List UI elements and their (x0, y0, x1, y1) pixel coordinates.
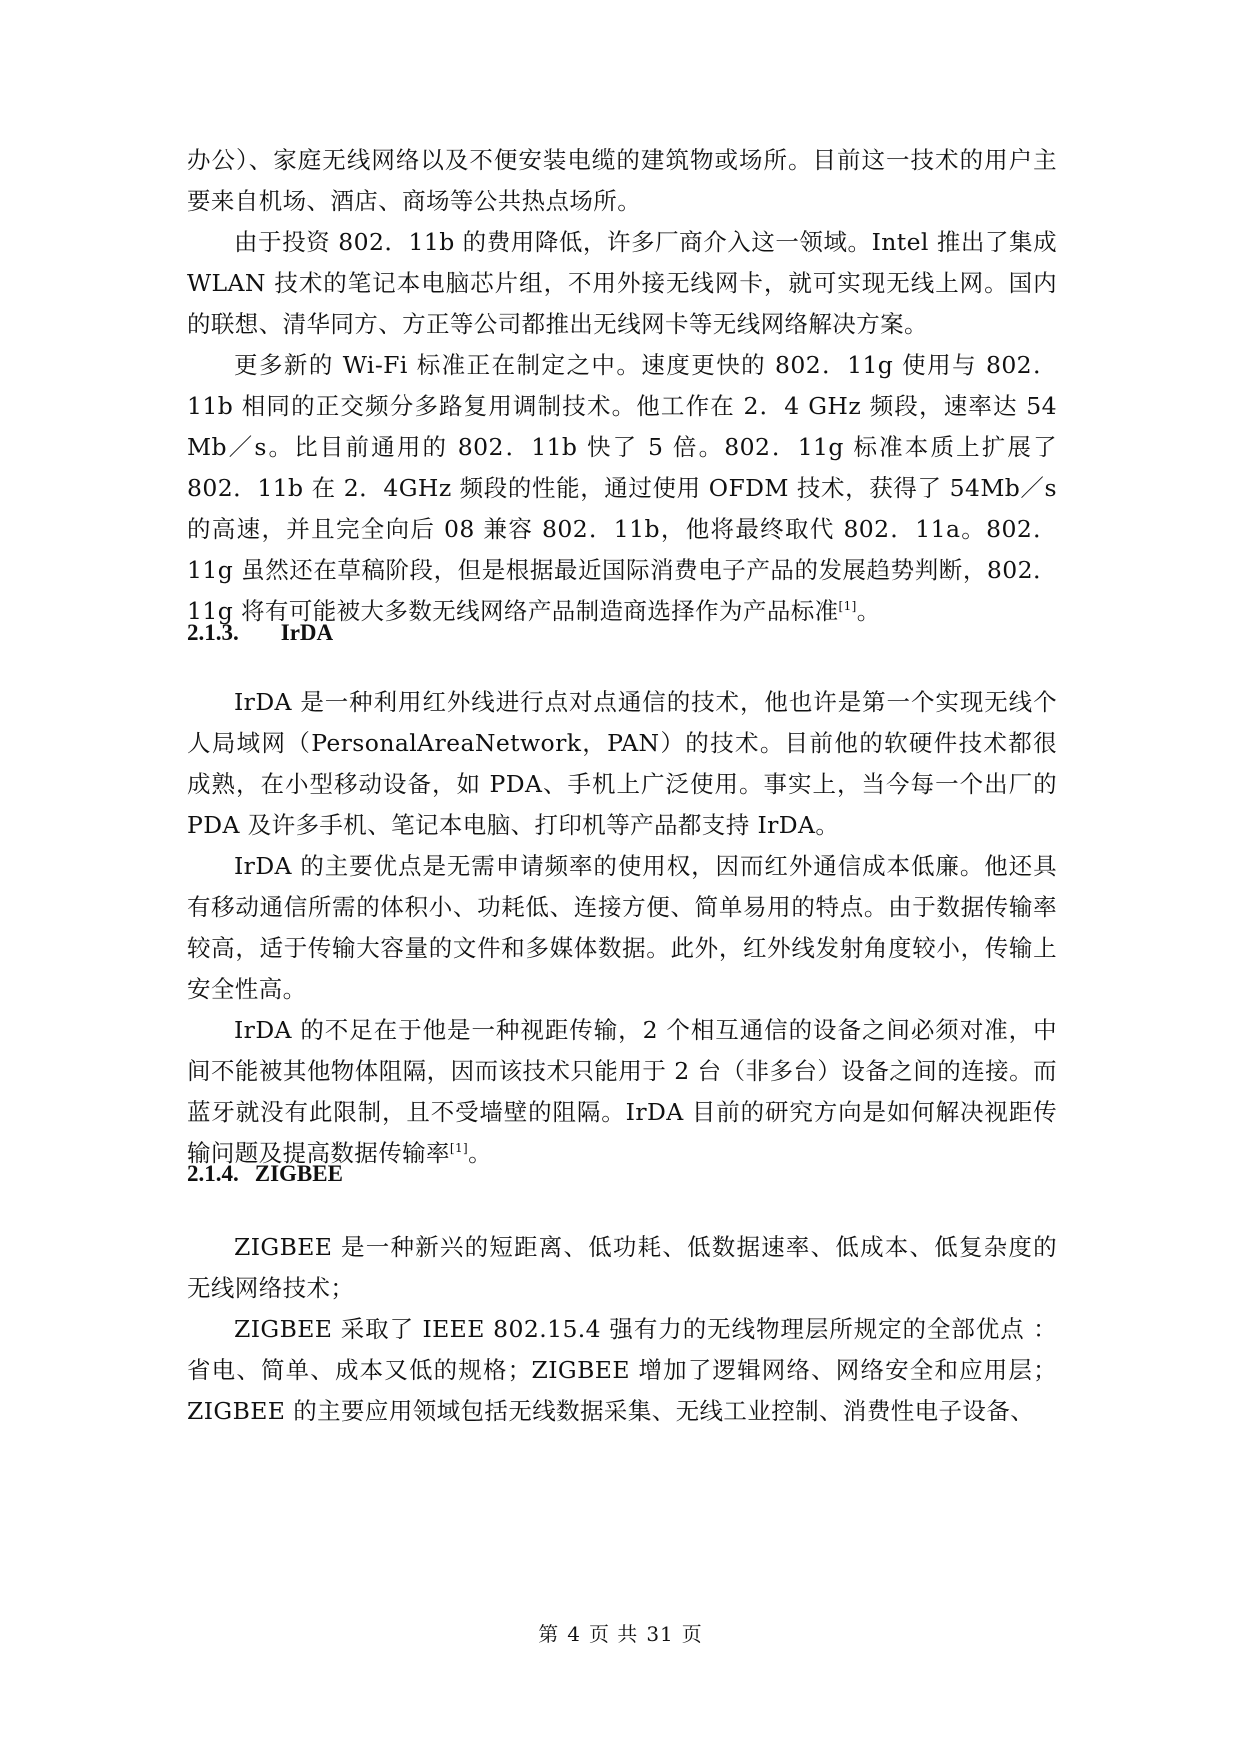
footer-mid: 页 共 (588, 1622, 639, 1646)
paragraph-irda-intro: IrDA 是一种利用红外线进行点对点通信的技术，他也许是第一个实现无线个人局域网（PersonalAreaNetwork，PAN）的技术。目前他的软硬件技术都很成熟，在小型移动设备，如 PDA、手机上广泛使用。事实上，当今每一个出厂的 PDA 及许多手机、笔记本电脑、打印机等产品都支持 IrDA。 (187, 688, 1057, 839)
paragraph-zigbee-features: ZIGBEE 采取了 IEEE 802.15.4 强有力的无线物理层所规定的全部优点 ：省电、简单、成本又低的规格；ZIGBEE 增加了逻辑网络、网络安全和应用层；ZIGBEE 的主要应用领域包括无线数据采集、无线工业控制、消费性电子设备、 (187, 1315, 1057, 1425)
paragraph-80211b-cost: 由于投资 802．11b 的费用降低，许多厂商介入这一领域。Intel 推出了集成 WLAN 技术的笔记本电脑芯片组，不用外接无线网卡，就可实现无线上网。国内的联想、清华同方、方正等公司都推出无线网卡等无线网络解决方案。 (187, 228, 1057, 338)
section-heading-irda (187, 618, 333, 648)
footer-prefix: 第 (538, 1622, 560, 1646)
footer-page-number: 4 (567, 1622, 581, 1646)
paragraph-80211g-text: 更多新的 Wi-Fi 标准正在制定之中。速度更快的 802．11g 使用与 802．11b 相同的正交频分多路复用调制技术。他工作在 2．4 GHz 频段，速率达 54 Mb／s。比目前通用的 802．11b 快了 5 倍。802．11g 标准本质上扩展了 802．11b 在 2．4GHz 频段的性能，通过使用 OFDM 技术，获得了 54Mb／s 的高速，并且完全向后 08 兼容 802．11b，他将最终取代 802．11a。802．11g 虽然还在草稿阶段，但是根据最近国际消费电子产品的发展趋势判断，802．11g 将有可能被大多数无线网络产品制造商选择作为产品标准 (187, 351, 1057, 625)
page-footer (0, 1620, 1241, 1648)
paragraph-irda-advantages: IrDA 的主要优点是无需申请频率的使用权，因而红外通信成本低廉。他还具有移动通信所需的体积小、功耗低、连接方便、简单易用的特点。由于数据传输率较高，适于传输大容量的文件和多媒体数据。此外，红外线发射角度较小，传输上安全性高。 (187, 852, 1057, 1003)
paragraph-end-punct: 。 (856, 597, 881, 625)
paragraph-irda-limitations-text: IrDA 的不足在于他是一种视距传输，2 个相互通信的设备之间必须对准，中间不能被其他物体阻隔，因而该技术只能用于 2 台（非多台）设备之间的连接。而蓝牙就没有此限制，且不受墙壁的阻隔。IrDA 目前的研究方向是如何解决视距传输问题及提高数据传输率 (187, 1016, 1057, 1167)
paragraph-zigbee-intro: ZIGBEE 是一种新兴的短距离、低功耗、低数据速率、低成本、低复杂度的无线网络技术； (187, 1233, 1057, 1302)
paragraph-irda-limitations (187, 1010, 1057, 1174)
paragraph-continuation: 办公）、家庭无线网络以及不便安装电缆的建筑物或场所。目前这一技术的用户主要来自机场、酒店、商场等公共热点场所。 (187, 146, 1057, 215)
section-number: 2.1.3. (187, 620, 239, 645)
section-title: IrDA (280, 620, 334, 645)
section-heading-zigbee (187, 1159, 343, 1189)
intro-text-block (187, 140, 1057, 632)
paragraph-80211g (187, 345, 1057, 632)
irda-text-block (187, 682, 1057, 1174)
section-title: ZIGBEE (254, 1161, 343, 1186)
citation-marker: [1] (838, 599, 857, 614)
section-number: 2.1.4. (187, 1161, 239, 1186)
footer-suffix: 页 (681, 1622, 703, 1646)
footer-total-pages: 31 (646, 1622, 674, 1646)
citation-marker: [1] (449, 1141, 469, 1156)
zigbee-text-block (187, 1227, 1057, 1432)
paragraph-end-punct: 。 (468, 1139, 493, 1167)
